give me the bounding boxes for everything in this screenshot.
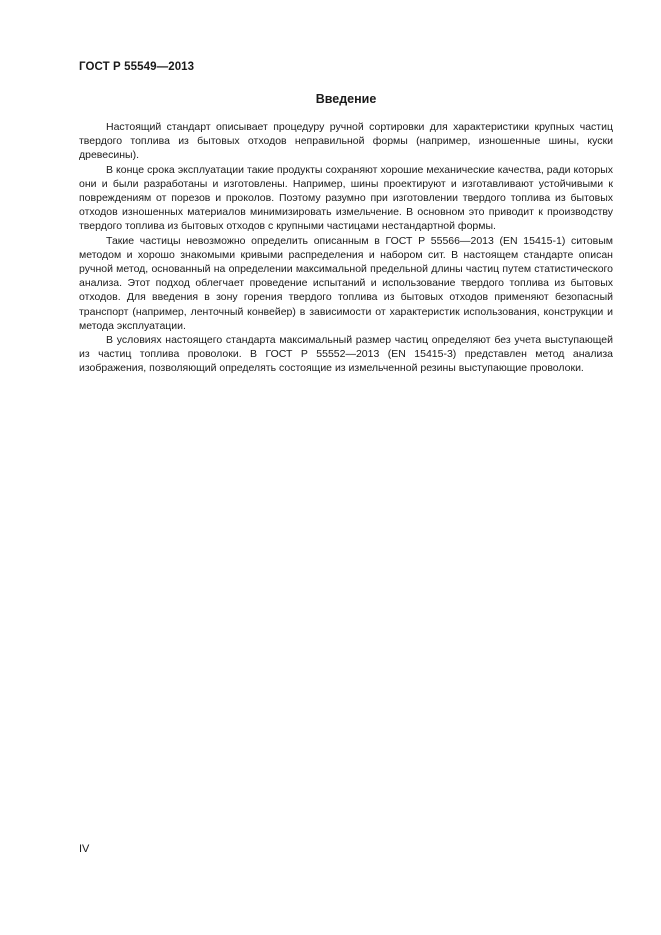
paragraph: Такие частицы невозможно определить описанным в ГОСТ Р 55566—2013 (EN 15415-1) ситовым методом и хорошо знакомыми кривыми распределения и набором сит. В настоящем стандарте описан ручной метод, основанный на определении максимальной предельной длины частиц путем статистического анализа. Этот подход облегчает проведение испытаний и использование твердого топлива из бытовых отходов. Для введения в зону горения твердого топлива из бытовых отходов применяют безопасный транспорт (например, ленточный конвейер) в зависимости от характеристик использования, конструкции и метода эксплуатации. (79, 234, 613, 332)
paragraph: В условиях настоящего стандарта максимальный размер частиц определяют без учета выступающей из частиц топлива проволоки. В ГОСТ Р 55552—2013 (EN 15415-3) представлен метод анализа изображения, позволяющий определять состоящие из измельченной резины выступающие проволоки. (79, 334, 613, 375)
paragraph: В конце срока эксплуатации такие продукты сохраняют хорошие механические качества, ради которых они и были разработаны и изготовлены. Например, шины проектируют и изготавливают устойчивыми к повреждениям от порезов и проколов. Поэтому разумно при изготовлении твердого топлива из бытовых отходов изношенных материалов минимизировать измельчение. В основном это приводит к производству твердого топлива из бытовых отходов с крупными частицами нестандартной формы. (79, 163, 613, 233)
section-title: Введение (315, 92, 377, 106)
page-number: IV (79, 843, 90, 855)
document-header: ГОСТ Р 55549—2013 (79, 61, 195, 73)
paragraph: Настоящий стандарт описывает процедуру ручной сортировки для характеристики крупных частиц твердого топлива из бытовых отходов неправильной формы (например, изношенные шины, куски древесины). (79, 121, 613, 162)
introduction-body (79, 120, 613, 376)
